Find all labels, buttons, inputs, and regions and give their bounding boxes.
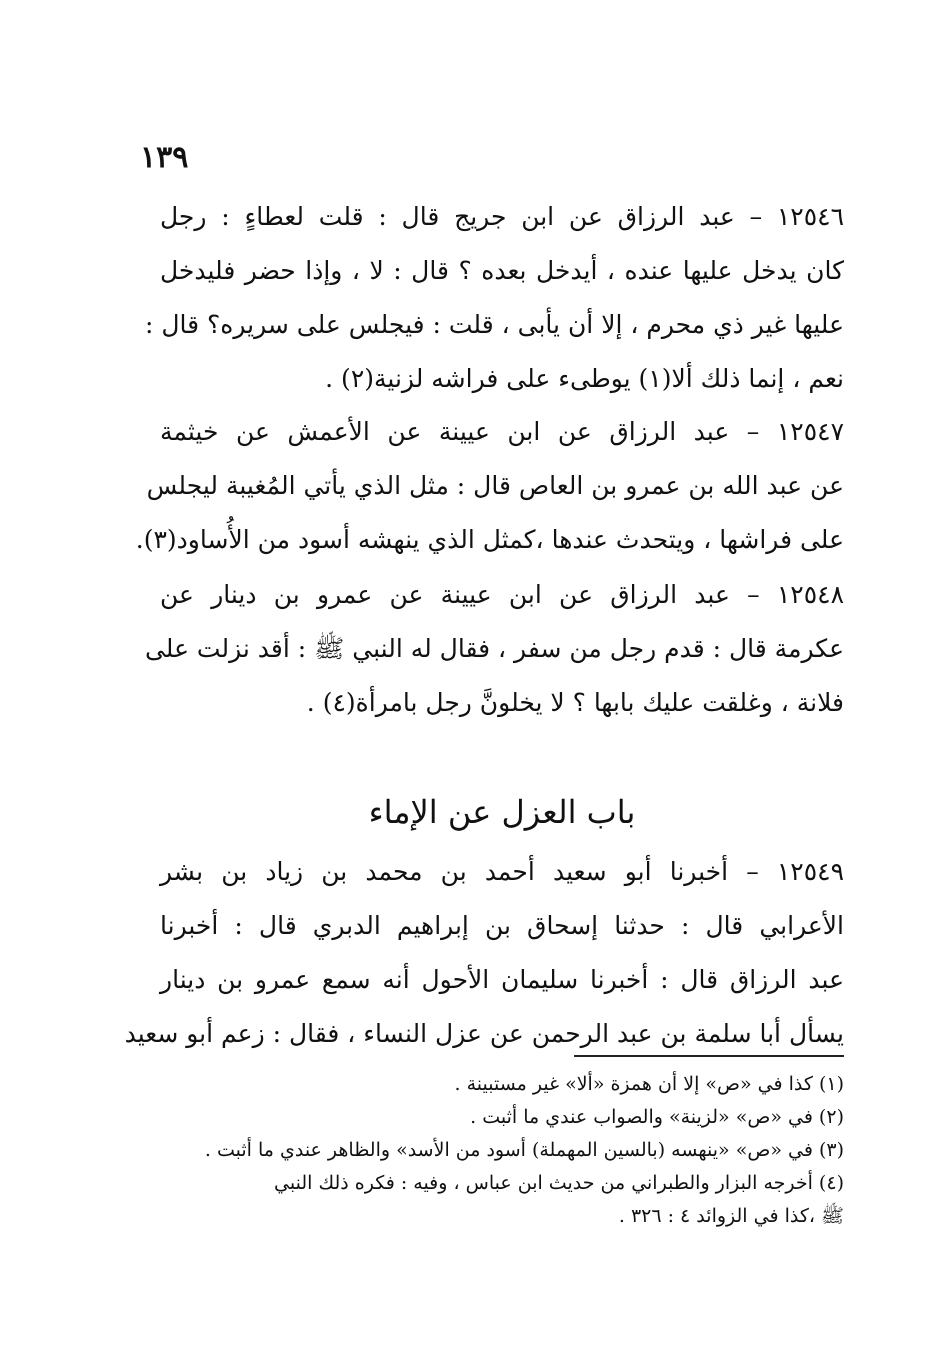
footnote-3: (٣) في «ص» «ينهسه (بالسين المهملة) أسود من الأسد» والظاهر عندي ما أثبت .	[204, 1139, 844, 1161]
page-number: ١٣٩	[140, 140, 189, 175]
hadith-entry-12547	[135, 405, 844, 567]
footnote-1: (١) كذا في «ص» إلا أن همزة «ألا» غير مستبينة .	[454, 1073, 844, 1095]
text-line: كان يدخل عليها عنده ، أيدخل بعده ؟ قال : لا ، وإذا حضر فليدخل	[160, 256, 844, 285]
text-line: عبد الرزاق قال : أخبرنا سليمان الأحول أنه سمع عمرو بن دينار	[160, 965, 844, 994]
hadith-entry-12548	[144, 568, 844, 730]
text-line: ١٢٥٤٨ – عبد الرزاق عن ابن عيينة عن عمرو بن دينار عن	[160, 580, 844, 609]
text-line: ١٢٥٤٩ – أخبرنا أبو سعيد أحمد بن محمد بن زياد بن بشر	[160, 857, 844, 886]
text-line: ١٢٥٤٦ – عبد الرزاق عن ابن جريج قال : قلت لعطاءٍ : رجل	[160, 202, 844, 231]
hadith-entry-12549	[124, 845, 844, 1061]
text-line: فلانة ، وغلقت عليك بابها ؟ لا يخلونَّ رجل بامرأة(٤) .	[306, 688, 844, 717]
footnote-divider	[574, 1055, 844, 1057]
text-line: عليها غير ذي محرم ، إلا أن يأبى ، قلت : فيجلس على سريره؟ قال :	[144, 310, 844, 339]
footnote-2: (٢) في «ص» «لزينة» والصواب عندي ما أثبت .	[470, 1106, 844, 1128]
footnotes	[170, 1068, 844, 1233]
text-line: نعم ، إنما ذلك ألا(١) يوطىء على فراشه لزنية(٢) .	[325, 364, 844, 393]
chapter-title: باب العزل عن الإماء	[368, 793, 636, 831]
text-line: يسأل أبا سلمة بن عبد الرحمن عن عزل النساء ، فقال : زعم أبو سعيد	[124, 1019, 844, 1048]
footnote-4-continuation: ﷺ ،كذا في الزوائد ٤ : ٣٢٦ .	[618, 1205, 844, 1227]
text-line: على فراشها ، ويتحدث عندها ،كمثل الذي ينهشه أسود من الأُساود(٣).	[135, 525, 844, 554]
text-line: عكرمة قال : قدم رجل من سفر ، فقال له النبي ﷺ : أقد نزلت على	[144, 634, 844, 663]
text-line: ١٢٥٤٧ – عبد الرزاق عن ابن عيينة عن الأعمش عن خيثمة	[160, 417, 844, 446]
footnote-4: (٤) أخرجه البزار والطبراني من حديث ابن عباس ، وفيه : فكره ذلك النبي	[274, 1172, 844, 1194]
text-line: الأعرابي قال : حدثنا إسحاق بن إبراهيم الدبري قال : أخبرنا	[160, 911, 844, 940]
text-line: عن عبد الله بن عمرو بن العاص قال : مثل الذي يأتي المُغيبة ليجلس	[146, 471, 844, 500]
hadith-entry-12546	[144, 190, 844, 406]
